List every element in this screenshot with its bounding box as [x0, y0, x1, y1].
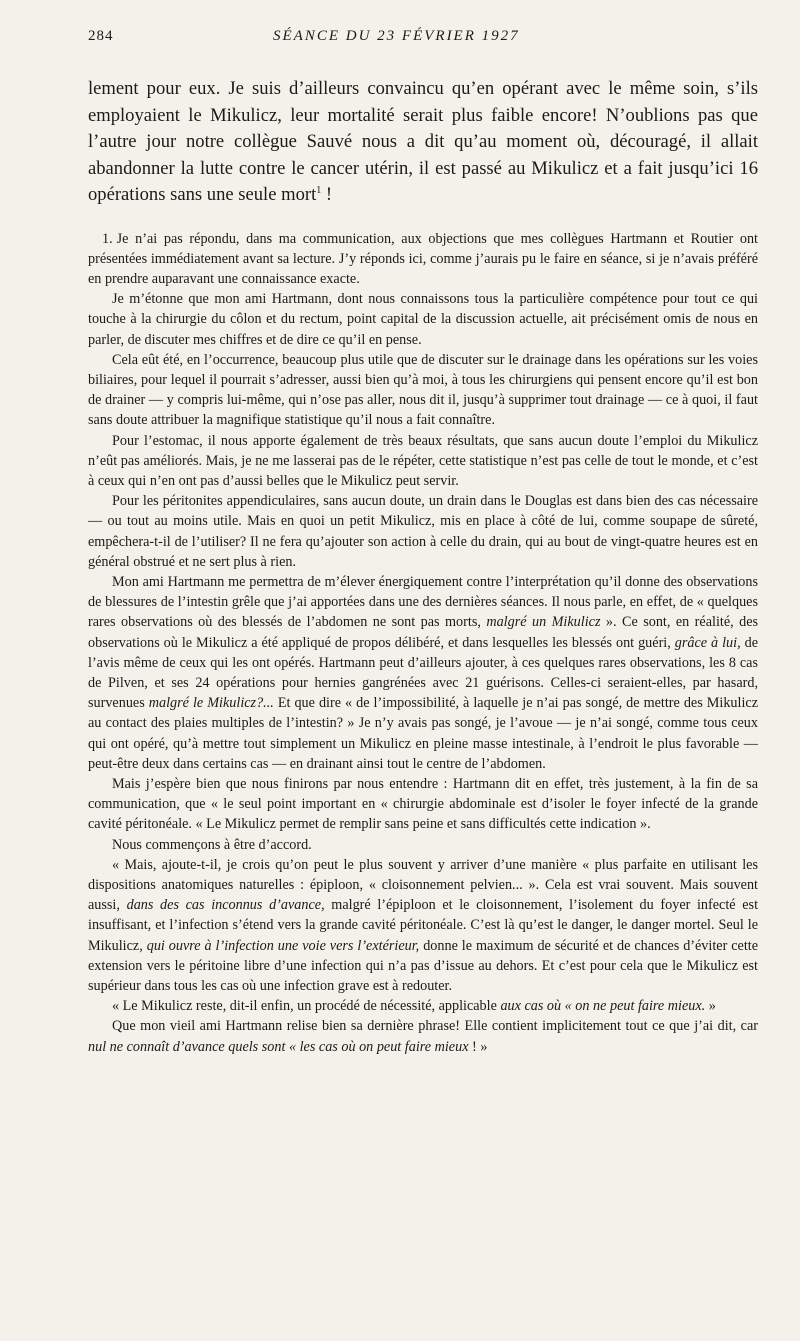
italic-phrase: malgré un Mikulicz	[486, 614, 601, 631]
footnote-marker: 1.	[102, 230, 113, 247]
main-paragraph-end: !	[321, 184, 333, 205]
footnote-text: »	[708, 998, 716, 1015]
footnote-text: Pour les péritonites appendiculaires, sans aucun doute, un drain dans le Douglas est dans bien des cas nécessaire — ou tout au moins utile. Mais en quoi un petit Mikulicz, mis en place à côté de lui, comme soupape de sûreté, empêchera-t-il de l’utiliser? Il ne fera qu’ajouter son action à celle du drain, qui au bout de vingt-quatre heures est en général obstrué et ne sert plus à rien.	[88, 493, 758, 570]
main-paragraph	[88, 76, 758, 209]
footnote-paragraph	[88, 1016, 758, 1056]
footnote-paragraph	[88, 350, 758, 431]
footnote-reference: 1	[316, 184, 322, 196]
footnote-paragraph	[88, 229, 758, 290]
running-head	[88, 28, 758, 54]
italic-phrase: aux cas où « on ne peut faire mieux.	[500, 998, 706, 1015]
italic-phrase: malgré le Mikulicz?...	[148, 695, 274, 712]
footnote-text: « Le Mikulicz reste, dit-il enfin, un procédé de nécessité, applicable	[112, 998, 497, 1015]
footnote-paragraph	[88, 774, 758, 835]
footnote-text: Pour l’estomac, il nous apporte également de très beaux résultats, que sans aucun doute l’emploi du Mikulicz n’eût pas améliorés. Mais, je ne me lasserai pas de le répéter, cette statistique n’est pas celle de tout le monde, et c’est à ceux qui n’en ont pas d’aussi belles que le Mikulicz peut servir.	[88, 432, 758, 489]
footnote-text: Je n’ai pas répondu, dans ma communication, aux objections que mes collègues Hartmann et Routier ont présentées immédiatement avant sa lecture. J’y réponds ici, comme j’aurais pu le faire en séance, si je n’avais préféré en prendre auparavant une connaissance exacte.	[88, 230, 758, 287]
footnote-text: ». Ce sont, en réalité, des observations où le Mikulicz a été appliqué de propos délibéré, et dans lesquelles les blessés ont guéri,	[88, 614, 759, 651]
footnote-text: Mon ami Hartmann me permettra de m’élever énergiquement contre l’interprétation qu’il donne des observations de blessures de l’intestin grêle que j’ai apportées dans une des dernières séances. Il nous parle, en effet, de « quelques rares observations où des blessés de l’abdomen ne sont pas morts,	[88, 573, 758, 631]
footnote-paragraph	[88, 996, 758, 1016]
footnote-text: Et que dire « de l’impossibilité, à laquelle je n’ai pas songé, de mettre des Mikulicz au contact des plaies multiples de l’intestin? » Je n’y avais pas songé, je l’avoue — je n’ai songé, comme tous ceux qui ont opéré, qu’à mettre tout simplement un Mikulicz en pleine masse intestinale, à l’endroit le plus favorable — peut-être deux dans certains cas — en drainant ainsi tout le centre de l’abdomen.	[88, 695, 758, 772]
footnote-paragraph	[88, 491, 758, 572]
footnote-paragraph	[88, 572, 758, 774]
footnotes	[88, 229, 758, 1057]
footnote-text: Cela eût été, en l’occurrence, beaucoup plus utile que de discuter sur le drainage dans les opérations sur les voies biliaires, pour lequel il pourrait s’adresser, aussi bien qu’à moi, à tous les chirurgiens qui pensent encore qu’il est bon de drainer — y compris lui-même, qui n’ose pas aller, nous dit il, jusqu’à supprimer tout drainage — ce à quoi, il faut sans doute attribuer la magnifique statistique qu’il nous a fait connaître.	[88, 351, 758, 429]
footnote-text: « Mais, ajoute-t-il, je crois qu’on peut le plus souvent y arriver d’une manière « plus parfaite en utilisant les dispositions anatomiques naturelles : épiploon, « cloisonnement pelvien... ». Cela est vrai souvent. Mais souvent aussi,	[88, 856, 758, 914]
italic-phrase: dans des cas inconnus d’avance,	[126, 897, 325, 914]
footnote-paragraph	[88, 835, 758, 855]
footnote-text: de l’avis même de ceux qui les ont opérés. Hartmann peut d’ailleurs ajouter, à ces quelques rares observations, les 8 cas de Pilven, et ses 24 opérations pour hernies gangrénées avec 21 guérisons. Celles-ci seraient-elles, par hasard, survenues	[88, 634, 759, 712]
footnote-text: donne le maximum de sécurité et de chances d’éviter cette extension vers le péritoine libre d’une infection qui n’a pas d’issue au dehors. Et c’est pour cela que le Mikulicz est supérieur dans tous les cas où une infection grave est à redouter.	[88, 937, 759, 995]
main-paragraph-text: lement pour eux. Je suis d’ailleurs convaincu qu’en opérant avec le même soin, s’ils employaient le Mikulicz, leur mortalité serait plus faible encore! N’oublions pas que l’autre jour notre collègue Sauvé nous a dit qu’au moment où, découragé, il allait abandonner la lutte contre le cancer utérin, il est passé au Mikulicz et a fait jusqu’ici 16 opérations sans une seule mort	[88, 78, 758, 205]
footnote-paragraph	[88, 289, 758, 350]
italic-phrase: grâce à lui,	[674, 634, 741, 651]
footnote-text: Que mon vieil ami Hartmann relise bien sa dernière phrase! Elle contient implicitement tout ce que j’ai dit, car	[112, 1018, 758, 1035]
footnote-paragraph	[88, 431, 758, 492]
footnote-text: Je m’étonne que mon ami Hartmann, dont nous connaissons tous la particulière compétence pour tout ce qui touche à la chirurgie du côlon et du rectum, point capital de la discussion actuelle, ait précisément omis de nous en parler, de discuter mes chiffres et de dire ce qu’il en pense.	[88, 291, 758, 348]
footnote-text: Nous commençons à être d’accord.	[112, 836, 312, 853]
footnote-text: ! »	[472, 1038, 488, 1055]
italic-phrase: nul ne connaît d’avance quels sont « les cas où on peut faire mieux	[88, 1038, 469, 1055]
footnote-text: Mais j’espère bien que nous finirons par nous entendre : Hartmann dit en effet, très justement, à la fin de sa communication, que « le seul point important en « chirurgie abdominale est d’isoler le foyer infecté de la grande cavité péritonéale. « Le Mikulicz permet de remplir sans peine et sans difficultés cette indication ».	[88, 775, 758, 833]
footnote-paragraph	[88, 855, 758, 996]
italic-phrase: qui ouvre à l’infection une voie vers l’extérieur,	[146, 937, 420, 954]
page-number: 284	[88, 28, 114, 44]
running-title: SÉANCE DU 23 FÉVRIER 1927	[273, 28, 520, 44]
footnote-text: malgré l’épiploon et le cloisonnement, l’isolement du foyer infecté est insuffisant, et l’infection s’étend vers la grande cavité péritonéale. C’est là qu’est le danger, le danger mortel. Seul le Mikulicz,	[88, 897, 759, 954]
main-text	[88, 76, 758, 209]
